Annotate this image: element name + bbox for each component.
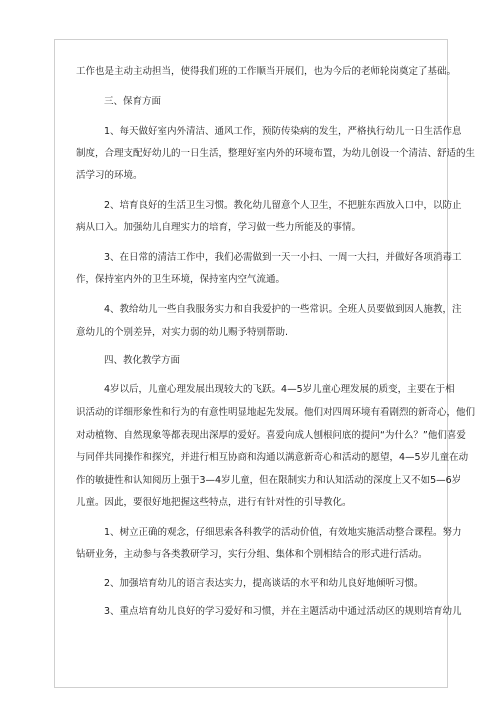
paragraph-line: 活学习的环境。 [76,170,143,181]
paragraph-line: 4、教给幼儿一些自我服务实力和自我爱护的一些常识。全班人员要做到因人施教，注 [104,304,462,315]
paragraph-line: 对动植物、自然现象等都表现出深厚的爱好。喜爱向成人刨根问底的提问“为什么？”他们喜爱 [76,430,466,441]
paragraph-line: 2、培育良好的生活卫生习惯。教化幼儿留意个人卫生，不把脏东西放入口中，以防止 [104,200,462,211]
section-heading: 四、教化教学方面 [104,355,181,366]
paragraph-line: 1、每天做好室内外清洁、通风工作，预防传染病的发生，严格执行幼儿一日生活作息 [104,126,462,137]
paragraph-line: 识活动的详细形象性和行为的有意性明显地起先发展。他们对四周环境有看剧烈的新奇心，他们 [76,407,476,418]
paragraph-line: 制度，合理支配好幼儿的一日生活，整理好室内外的环境布置，为幼儿创设一个清洁、舒适的生 [76,148,476,159]
paragraph-line: 2、加强培育幼儿的语言表达实力，提高谈话的水平和幼儿良好地倾听习惯。 [104,578,424,589]
paragraph-line: 1、树立正确的观念，仔细思索各科教学的活动价值，有效地实施活动整合课程。努力 [104,527,462,538]
paragraph-line: 钻研业务，主动参与各类教研学习，实行分组、集体和个别相结合的形式进行活动。 [76,549,428,560]
paragraph-line: 与同伴共同操作和探究，并进行相互协商和沟通以满意新奇心和活动的愿望，4—5岁儿童在动 [76,452,469,463]
paragraph-line: 作，保持室内外的卫生环境，保持室内空气流通。 [76,274,286,285]
paragraph-line: 作的敏捷性和认知阅历上强于3—4岁儿童，但在限制实力和认知活动的深度上又不如5—6岁 [76,475,462,486]
section-heading: 三、保育方面 [104,96,162,107]
paragraph-line: 意幼儿的个别差异，对实力弱的幼儿赐予特别帮助. [76,327,289,338]
paragraph-line: 儿童。因此，要很好地把握这些特点，进行有针对性的引导教化。 [76,497,352,508]
paragraph-line: 3、重点培育幼儿良好的学习爱好和习惯，并在主题活动中通过活动区的规则培育幼儿 [104,606,462,617]
paragraph-line: 4岁以后，儿童心理发展出现较大的飞跃。4—5岁儿童心理发展的质变，主要在于相 [104,384,455,395]
paragraph-line: 病从口入。加强幼儿自理实力的培育，学习做一些力所能及的事情。 [76,222,362,233]
paragraph-line: 3、在日常的清洁工作中，我们必需做到一天一小扫、一周一大扫，并做好各项消毒工 [104,252,462,263]
paragraph-line: 工作也是主动主动担当，使得我们班的工作顺当开展们，也为今后的老师轮岗奠定了基础。 [76,66,457,77]
